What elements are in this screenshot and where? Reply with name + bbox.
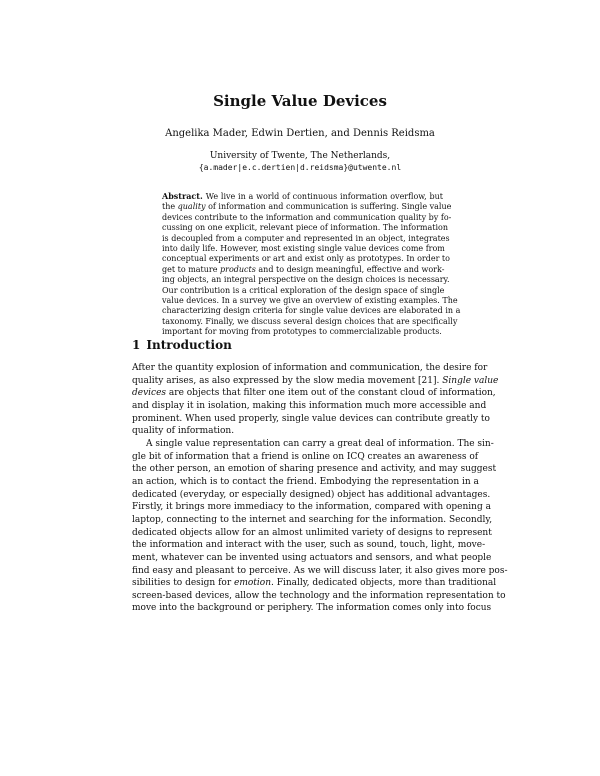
abstract-line: the quality of information and communication is suffering. Single value [162,202,452,212]
body-line: find easy and pleasant to perceive. As we will discuss later, it also gives more pos- [132,565,508,576]
abstract-line: Our contribution is a critical exploration of the design space of single [162,285,445,295]
body-line: dedicated objects allow for an almost unlimited variety of designs to represent [132,527,492,538]
abstract-line: taxonomy. Finally, we discuss several design choices that are specifically [162,316,458,326]
body-line: quality arises, as also expressed by the slow media movement [21]. Single value [132,375,499,386]
body-line: screen-based devices, allow the technology and the information representation to [132,590,506,601]
abstract-line: into daily life. However, most existing single value devices come from [162,244,445,254]
body-line: the information and interact with the user, such as sound, touch, light, move- [132,540,486,551]
section-title: Introduction [146,338,232,352]
author-emails: {a.mader|e.c.dertien|d.reidsma}@utwente.nl [198,163,402,172]
body-line: ment, whatever can be invented using actuators and sensors, and what people [132,552,492,563]
body-line: move into the background or periphery. The information comes only into focus [132,603,492,614]
abstract-line: get to mature products and to design meaningful, effective and work- [162,264,445,274]
body-line: After the quantity explosion of information and communication, the desire for [132,363,488,373]
body-line: prominent. When used properly, single value devices can contribute greatly to [132,413,490,424]
abstract-line: characterizing design criteria for single value devices are elaborated in a [162,306,461,316]
abstract [162,191,461,338]
abstract-line: is decoupled from a computer and represented in an object, integrates [162,233,450,243]
body-line: sibilities to design for emotion. Finally, dedicated objects, more than traditional [132,578,497,589]
body-line: devices are objects that filter one item out of the constant cloud of information, [132,388,496,399]
body-line: and display it in isolation, making this information much more accessible and [132,400,487,411]
abstract-line: Abstract. We live in a world of continuous information overflow, but [162,191,443,201]
abstract-label: Abstract. [162,191,206,201]
body-text [132,362,508,615]
body-line: dedicated (everyday, or especially designed) object has additional advantages. [132,489,491,500]
affiliation: University of Twente, The Netherlands, [209,151,391,161]
abstract-line: cussing on one explicit, relevant piece of information. The information [162,223,449,233]
paper-title: Single Value Devices [213,92,387,110]
affiliation-block [0,151,600,173]
section-heading [132,338,232,352]
abstract-line: devices contribute to the information and communication quality by fo- [162,212,452,222]
abstract-line: value devices. In a survey we give an overview of existing examples. The [162,296,458,306]
abstract-line: conceptual experiments or art and exist only as prototypes. In order to [162,254,450,264]
body-line: A single value representation can carry a great deal of information. The sin- [146,438,494,449]
body-line: laptop, connecting to the internet and searching for the information. Secondly, [132,514,493,525]
section-number: 1 [132,338,141,352]
author-list: Angelika Mader, Edwin Dertien, and Dennis Reidsma [165,128,435,139]
body-line: Firstly, it brings more immediacy to the information, compared with opening a [132,502,491,513]
body-line: the other person, an emotion of sharing presence and activity, and may suggest [132,464,497,475]
body-line: an action, which is to contact the friend. Embodying the representation in a [132,476,479,487]
abstract-line: ing objects, an integral perspective on the design choices is necessary. [162,275,450,285]
body-line: gle bit of information that a friend is online on ICQ creates an awareness of [132,451,479,462]
abstract-line: important for moving from prototypes to commercializable products. [162,327,442,337]
body-line: quality of information. [132,426,235,437]
